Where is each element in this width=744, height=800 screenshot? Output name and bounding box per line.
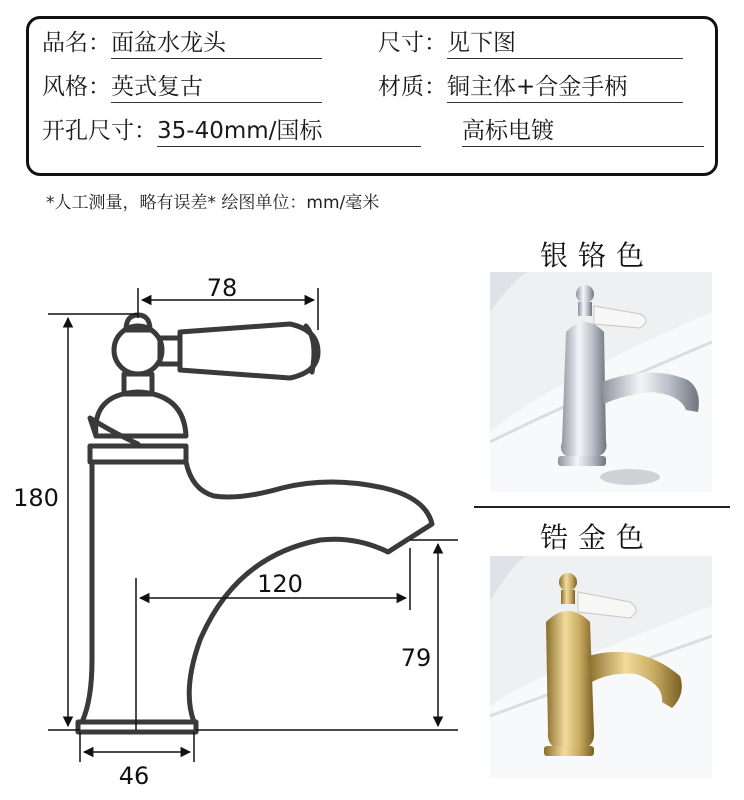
spec-label: 材质： (378, 74, 447, 100)
spec-value: 高标电镀 (462, 116, 704, 147)
faucet-dimension-diagram (0, 220, 470, 800)
spec-style (42, 72, 322, 103)
spec-label: 风格： (42, 74, 111, 100)
spec-label: 开孔尺寸： (42, 118, 157, 144)
spec-value: 铜主体+合金手柄 (447, 72, 683, 103)
color-label-gold: 锆金色 (540, 521, 655, 554)
spec-value: 英式复古 (111, 72, 322, 103)
dim-total-height: 180 (13, 484, 59, 512)
faucet-outline (78, 315, 432, 732)
measurement-note: *人工测量，略有误差* 绘图单位：mm/毫米 (46, 193, 380, 213)
gold-faucet-photo (490, 556, 712, 778)
color-label-silver: 银铬色 (540, 239, 655, 272)
spec-label: 品名： (42, 30, 111, 56)
spec-plating (462, 116, 704, 147)
spec-label: 尺寸： (378, 30, 447, 56)
spec-material (378, 72, 683, 103)
dim-handle-width: 78 (206, 274, 238, 302)
spec-product-name (42, 28, 322, 59)
silver-faucet-photo (490, 272, 712, 492)
dim-spout-reach: 120 (257, 570, 303, 598)
dim-base-width: 46 (118, 762, 150, 790)
dim-spout-height: 79 (400, 644, 432, 672)
divider (474, 506, 730, 508)
spec-value: 面盆水龙头 (111, 28, 322, 59)
spec-value: 见下图 (447, 28, 683, 59)
spec-hole-size (42, 116, 421, 147)
spec-value: 35-40mm/国标 (157, 116, 421, 147)
spec-size (378, 28, 683, 59)
